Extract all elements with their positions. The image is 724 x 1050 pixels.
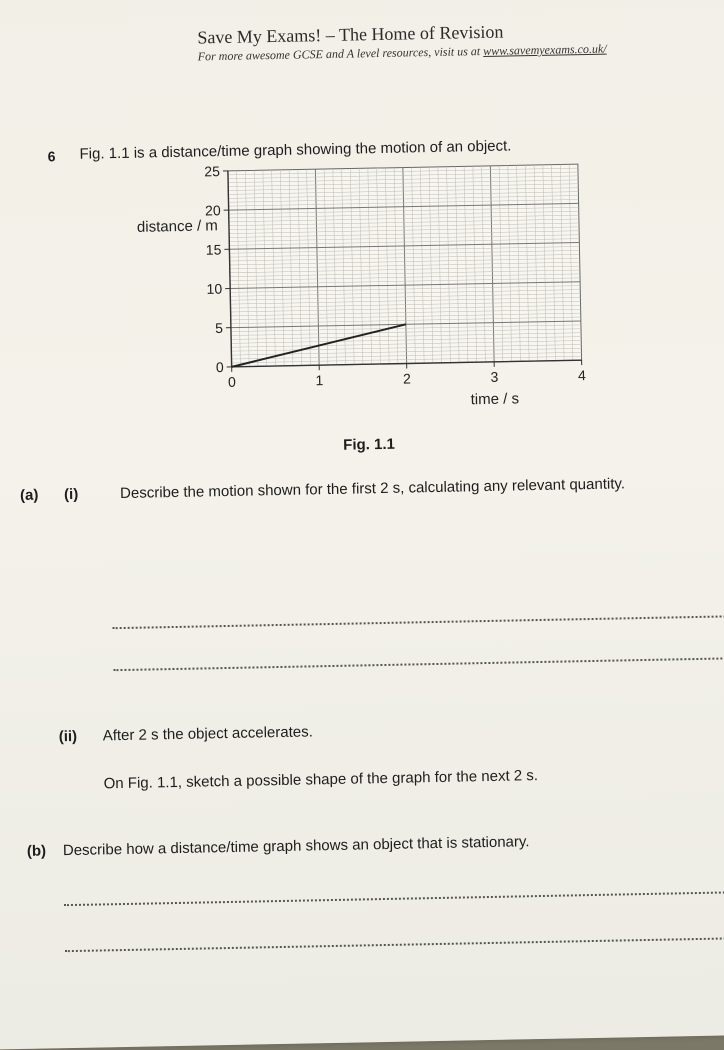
figure-caption: Fig. 1.1	[343, 436, 395, 454]
y-tick-label: 10	[206, 281, 222, 297]
y-tick-label: 25	[204, 163, 220, 179]
header-subtitle-text: For more awesome GCSE and A level resources, visit us at	[198, 44, 484, 63]
answer-line-4[interactable]	[65, 937, 724, 952]
part-a-label: (a)	[20, 487, 39, 504]
x-tick-label: 4	[578, 367, 586, 383]
x-tick-label: 1	[315, 372, 323, 388]
part-a-ii-label: (ii)	[59, 728, 78, 745]
answer-line-1[interactable]	[113, 615, 724, 629]
part-b-label: (b)	[27, 843, 46, 860]
x-axis-label: time / s	[471, 390, 520, 408]
part-a-ii-text: After 2 s the object accelerates.	[103, 723, 313, 744]
y-tick-label: 20	[205, 202, 221, 218]
y-tick-label: 5	[215, 320, 223, 336]
part-a-i-label: (i)	[64, 486, 78, 503]
header-link[interactable]: www.savemyexams.co.uk/	[483, 42, 607, 58]
answer-line-2[interactable]	[113, 657, 724, 671]
x-tick-label: 0	[228, 374, 236, 390]
y-axis-label: distance / m	[137, 217, 218, 236]
distance-time-graph	[134, 158, 599, 437]
y-tick-label: 0	[216, 359, 224, 375]
x-tick-label: 2	[403, 370, 411, 386]
question-number: 6	[47, 148, 55, 164]
part-a-i-text: Describe the motion shown for the first 2 s, calculating any relevant quantity.	[120, 475, 625, 502]
part-a-ii-text-2: On Fig. 1.1, sketch a possible shape of the graph for the next 2 s.	[103, 767, 538, 792]
question-intro: Fig. 1.1 is a distance/time graph showing the motion of an object.	[79, 137, 511, 162]
y-tick-label: 15	[206, 241, 222, 257]
x-tick-label: 3	[490, 369, 498, 385]
part-b-text: Describe how a distance/time graph shows an object that is stationary.	[63, 833, 530, 859]
answer-line-3[interactable]	[64, 891, 724, 906]
header-title: Save My Exams! – The Home of Revision	[197, 22, 503, 49]
